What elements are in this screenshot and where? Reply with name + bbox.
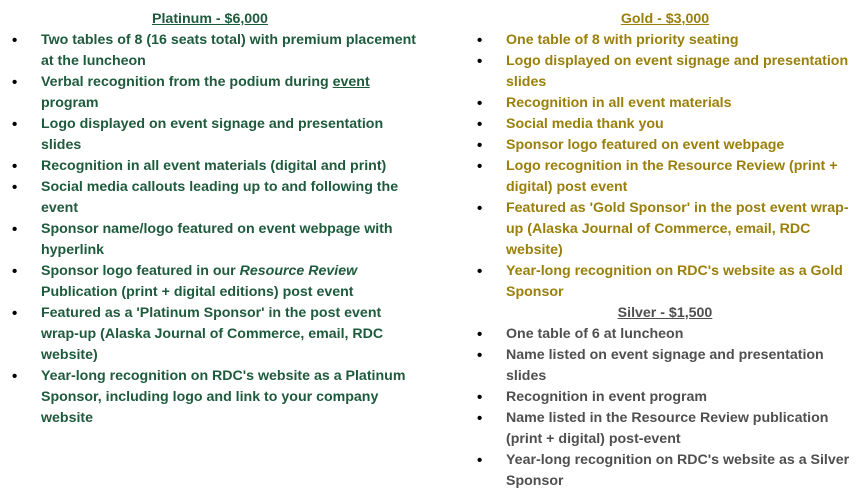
list-item: • Sponsor name/logo featured on event webpage with hyperlink bbox=[0, 219, 420, 261]
list-item: • One table of 8 with priority seating bbox=[465, 30, 865, 51]
platinum-column bbox=[0, 9, 420, 429]
list-item: • Featured as a 'Platinum Sponsor' in the post event wrap-up (Alaska Journal of Commerce, email, RDC website) bbox=[0, 303, 420, 366]
list-item: • Sponsor logo featured on event webpage bbox=[465, 135, 865, 156]
list-item: • Year-long recognition on RDC's website as a Gold Sponsor bbox=[465, 261, 865, 303]
list-item: • Name listed in the Resource Review publication (print + digital) post-event bbox=[465, 408, 865, 450]
list-item: • Featured as 'Gold Sponsor' in the post event wrap-up (Alaska Journal of Commerce, email, RDC website) bbox=[465, 198, 865, 261]
list-item: • Name listed on event signage and presentation slides bbox=[465, 345, 865, 387]
platinum-benefits-list bbox=[0, 30, 420, 429]
resource-review-title: Resource Review bbox=[239, 263, 358, 279]
platinum-title: Platinum - $6,000 bbox=[152, 11, 268, 27]
list-item: • Recognition in event program bbox=[465, 387, 865, 408]
list-item: • Logo displayed on event signage and presentation slides bbox=[465, 51, 865, 93]
item-text: Verbal recognition from the podium during bbox=[41, 74, 333, 90]
list-item: • Year-long recognition on RDC's website as a Platinum Sponsor, including logo and link to your company website bbox=[0, 366, 420, 429]
list-item: • Year-long recognition on RDC's website as a Silver Sponsor bbox=[465, 450, 865, 492]
item-text: program bbox=[41, 95, 99, 111]
list-item: • Logo displayed on event signage and presentation slides bbox=[0, 114, 420, 156]
event-link[interactable]: event bbox=[332, 74, 370, 90]
silver-benefits-list bbox=[465, 324, 865, 492]
item-text: Sponsor logo featured in our bbox=[41, 263, 240, 279]
list-item: • Social media thank you bbox=[465, 114, 865, 135]
list-item bbox=[0, 72, 420, 114]
list-item: • Social media callouts leading up to and following the event bbox=[0, 177, 420, 219]
list-item bbox=[0, 261, 420, 303]
item-text: Publication (print + digital editions) post event bbox=[41, 284, 354, 300]
list-item: • Recognition in all event materials (digital and print) bbox=[0, 156, 420, 177]
gold-benefits-list bbox=[465, 30, 865, 303]
gold-silver-column bbox=[465, 9, 865, 492]
list-item: • One table of 6 at luncheon bbox=[465, 324, 865, 345]
list-item: • Logo recognition in the Resource Review (print + digital) post event bbox=[465, 156, 865, 198]
list-item: • Two tables of 8 (16 seats total) with premium placement at the luncheon bbox=[0, 30, 420, 72]
list-item: • Recognition in all event materials bbox=[465, 93, 865, 114]
gold-title: Gold - $3,000 bbox=[620, 11, 710, 27]
silver-title: Silver - $1,500 bbox=[617, 305, 713, 321]
